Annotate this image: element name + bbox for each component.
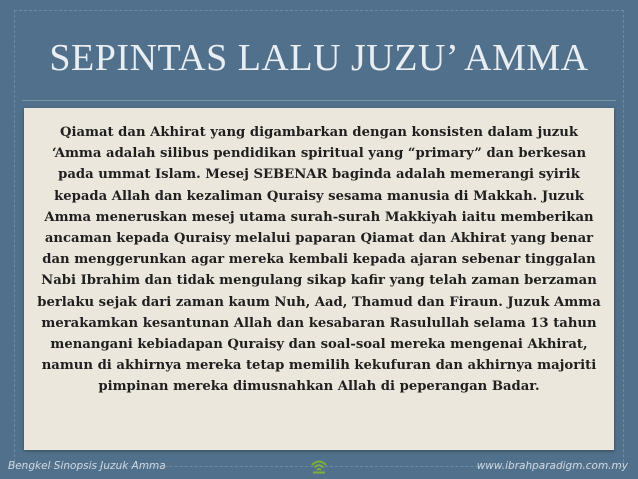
title-divider [22,100,616,101]
footer-left-text: Bengkel Sinopsis Juzuk Amma [8,460,166,472]
footer-right-text: www.ibrahparadigm.com.my [476,460,628,472]
content-panel [24,108,614,450]
wifi-arc-logo-icon [310,458,328,474]
body-paragraph: Qiamat dan Akhirat yang digambarkan dengan konsisten dalam juzuk ‘Amma adalah silibus pendidikan spiritual yang “primary” dan berkesan pada ummat Islam. Mesej SEBENAR baginda adalah memerangi syirik kepada Allah dan kezaliman Quraisy sesama manusia di Makkah. Juzuk Amma meneruskan mesej utama surah-surah Makkiyah iaitu memberikan ancaman kepada Quraisy melalui paparan Qiamat dan Akhirat yang benar dan menggerunkan agar mereka kembali kepada ajaran sebenar tinggalan Nabi Ibrahim dan tidak mengulang sikap kafir yang telah zaman berzaman berlaku sejak dari zaman kaum Nuh, Aad, Thamud dan Firaun. Juzuk Amma merakamkan kesantunan Allah dan kesabaran Rasulullah selama 13 tahun menangani kebiadapan Quraisy dan soal-soal mereka mengenai Akhirat, namun di akhirnya mereka tetap memilih kekufuran dan akhirnya majoriti pimpinan mereka dimusnahkan Allah di peperangan Badar. [37,125,601,395]
slide-title: SEPINTAS LALU JUZU’ AMMA [49,37,589,79]
